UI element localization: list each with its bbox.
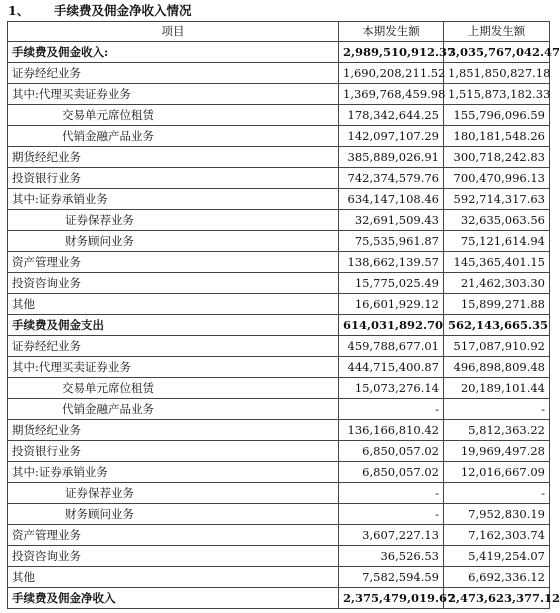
previous-period-value: 592,714,317.63 xyxy=(444,189,550,210)
row-label-cell xyxy=(8,378,339,399)
header-item: 项目 xyxy=(8,22,339,42)
row-label: 财务顾问业务 xyxy=(65,234,134,248)
section-heading xyxy=(8,2,192,20)
row-label-cell xyxy=(8,588,339,609)
table-row xyxy=(8,462,550,483)
row-label-cell xyxy=(8,567,339,588)
row-label-cell xyxy=(8,483,339,504)
current-period-value: 178,342,644.25 xyxy=(339,105,444,126)
table-row xyxy=(8,357,550,378)
table-row xyxy=(8,378,550,399)
row-prefix: 其中: xyxy=(12,465,39,479)
row-label: 交易单元席位租赁 xyxy=(62,108,154,122)
previous-period-value: 5,419,254.07 xyxy=(444,546,550,567)
row-label-cell xyxy=(8,504,339,525)
row-label: 投资咨询业务 xyxy=(12,276,81,290)
row-label: 证券经纪业务 xyxy=(12,66,81,80)
current-period-value: 6,850,057.02 xyxy=(339,441,444,462)
table-row xyxy=(8,126,550,147)
previous-period-value: 12,016,667.09 xyxy=(444,462,550,483)
table-row xyxy=(8,273,550,294)
table-row xyxy=(8,588,550,609)
previous-period-value: 5,812,363.22 xyxy=(444,420,550,441)
header-current-period: 本期发生额 xyxy=(339,22,444,42)
row-label-cell xyxy=(8,546,339,567)
current-period-value: 75,535,961.87 xyxy=(339,231,444,252)
row-label: 证券承销业务 xyxy=(38,465,108,479)
current-period-value: 634,147,108.46 xyxy=(339,189,444,210)
fee-commission-table xyxy=(7,21,560,609)
previous-period-value: 20,189,101.44 xyxy=(444,378,550,399)
table-row xyxy=(8,483,550,504)
table-body xyxy=(8,42,560,609)
previous-period-value: 6,692,336.12 xyxy=(444,567,550,588)
current-period-value: - xyxy=(339,399,444,420)
row-label-cell xyxy=(8,399,339,420)
row-label: 手续费及佣金收入: xyxy=(12,45,109,59)
row-label: 投资银行业务 xyxy=(12,444,81,458)
row-label: 代销金融产品业务 xyxy=(62,402,154,416)
table-row xyxy=(8,147,550,168)
previous-period-value: 32,635,063.56 xyxy=(444,210,550,231)
previous-period-value: - xyxy=(444,483,550,504)
previous-period-value: 155,796,096.59 xyxy=(444,105,550,126)
table-header-row xyxy=(8,22,550,42)
row-label-cell xyxy=(8,147,339,168)
current-period-value: 6,850,057.02 xyxy=(339,462,444,483)
table-row xyxy=(8,189,550,210)
table-row xyxy=(8,294,550,315)
table-row xyxy=(8,504,550,525)
row-label: 交易单元席位租赁 xyxy=(62,381,154,395)
row-label-cell xyxy=(8,168,339,189)
table-row xyxy=(8,105,550,126)
row-label-cell xyxy=(8,84,339,105)
table-row xyxy=(8,420,550,441)
current-period-value: 142,097,107.29 xyxy=(339,126,444,147)
current-period-value: 614,031,892.70 xyxy=(339,315,444,336)
row-label: 证券经纪业务 xyxy=(12,339,81,353)
current-period-value: 742,374,579.76 xyxy=(339,168,444,189)
table-row xyxy=(8,252,550,273)
row-label-cell xyxy=(8,336,339,357)
header-previous-period: 上期发生额 xyxy=(444,22,550,42)
row-prefix: 其中: xyxy=(12,360,39,374)
row-label-cell xyxy=(8,462,339,483)
row-label-cell xyxy=(8,315,339,336)
row-label: 证券承销业务 xyxy=(38,192,108,206)
current-period-value: 15,775,025.49 xyxy=(339,273,444,294)
row-prefix: 其中: xyxy=(12,192,39,206)
current-period-value: 1,690,208,211.52 xyxy=(339,63,444,84)
row-label: 资产管理业务 xyxy=(12,528,81,542)
row-label: 代理买卖证券业务 xyxy=(38,360,131,374)
row-label: 代销金融产品业务 xyxy=(62,129,154,143)
row-label-cell xyxy=(8,420,339,441)
current-period-value: 385,889,026.91 xyxy=(339,147,444,168)
row-label-cell xyxy=(8,231,339,252)
row-label: 投资银行业务 xyxy=(12,171,81,185)
table-row xyxy=(8,231,550,252)
current-period-value: 444,715,400.87 xyxy=(339,357,444,378)
table-row xyxy=(8,567,550,588)
row-label-cell xyxy=(8,42,339,63)
row-label-cell xyxy=(8,252,339,273)
current-period-value: 138,662,139.57 xyxy=(339,252,444,273)
row-label: 财务顾问业务 xyxy=(65,507,134,521)
table-row xyxy=(8,315,550,336)
table-row xyxy=(8,63,550,84)
table-row xyxy=(8,84,550,105)
previous-period-value: 3,035,767,042.47 xyxy=(444,42,550,63)
row-label: 证券保荐业务 xyxy=(65,486,134,500)
previous-period-value: 496,898,809.48 xyxy=(444,357,550,378)
previous-period-value: 1,851,850,827.18 xyxy=(444,63,550,84)
row-label-cell xyxy=(8,63,339,84)
current-period-value: 2,375,479,019.67 xyxy=(339,588,444,609)
row-label: 证券保荐业务 xyxy=(65,213,134,227)
previous-period-value: 21,462,303.30 xyxy=(444,273,550,294)
table-row xyxy=(8,42,550,63)
previous-period-value: - xyxy=(444,399,550,420)
previous-period-value: 517,087,910.92 xyxy=(444,336,550,357)
table-row xyxy=(8,336,550,357)
previous-period-value: 180,181,548.26 xyxy=(444,126,550,147)
previous-period-value: 7,162,303.74 xyxy=(444,525,550,546)
previous-period-value: 1,515,873,182.33 xyxy=(444,84,550,105)
previous-period-value: 700,470,996.13 xyxy=(444,168,550,189)
current-period-value: 1,369,768,459.98 xyxy=(339,84,444,105)
row-label: 期货经纪业务 xyxy=(12,423,81,437)
current-period-value: 16,601,929.12 xyxy=(339,294,444,315)
previous-period-value: 15,899,271.88 xyxy=(444,294,550,315)
row-label: 资产管理业务 xyxy=(12,255,81,269)
section-title: 手续费及佣金净收入情况 xyxy=(54,3,192,18)
row-label: 手续费及佣金净收入 xyxy=(12,591,116,605)
previous-period-value: 300,718,242.83 xyxy=(444,147,550,168)
table-row xyxy=(8,399,550,420)
current-period-value: 2,989,510,912.37 xyxy=(339,42,444,63)
previous-period-value: 7,952,830.19 xyxy=(444,504,550,525)
table-row xyxy=(8,546,550,567)
current-period-value: - xyxy=(339,483,444,504)
row-label-cell xyxy=(8,189,339,210)
table-row xyxy=(8,210,550,231)
row-prefix: 其中: xyxy=(12,87,39,101)
previous-period-value: 75,121,614.94 xyxy=(444,231,550,252)
current-period-value: 36,526.53 xyxy=(339,546,444,567)
row-label-cell xyxy=(8,525,339,546)
row-label-cell xyxy=(8,126,339,147)
previous-period-value: 562,143,665.35 xyxy=(444,315,550,336)
table-row xyxy=(8,441,550,462)
current-period-value: 459,788,677.01 xyxy=(339,336,444,357)
section-number: 1、 xyxy=(8,3,30,18)
row-label-cell xyxy=(8,294,339,315)
row-label-cell xyxy=(8,105,339,126)
current-period-value: 15,073,276.14 xyxy=(339,378,444,399)
current-period-value: 32,691,509.43 xyxy=(339,210,444,231)
current-period-value: 7,582,594.59 xyxy=(339,567,444,588)
current-period-value: 136,166,810.42 xyxy=(339,420,444,441)
previous-period-value: 19,969,497.28 xyxy=(444,441,550,462)
table-row xyxy=(8,525,550,546)
row-label-cell xyxy=(8,273,339,294)
previous-period-value: 145,365,401.15 xyxy=(444,252,550,273)
row-label: 期货经纪业务 xyxy=(12,150,81,164)
current-period-value: - xyxy=(339,504,444,525)
row-label: 投资咨询业务 xyxy=(12,549,81,563)
row-label-cell xyxy=(8,441,339,462)
row-label: 其他 xyxy=(12,297,35,311)
row-label-cell xyxy=(8,210,339,231)
row-label-cell xyxy=(8,357,339,378)
current-period-value: 3,607,227.13 xyxy=(339,525,444,546)
row-label: 手续费及佣金支出 xyxy=(12,318,104,332)
table-row xyxy=(8,168,550,189)
row-label: 代理买卖证券业务 xyxy=(38,87,131,101)
row-label: 其他 xyxy=(12,570,35,584)
previous-period-value: 2,473,623,377.12 xyxy=(444,588,550,609)
